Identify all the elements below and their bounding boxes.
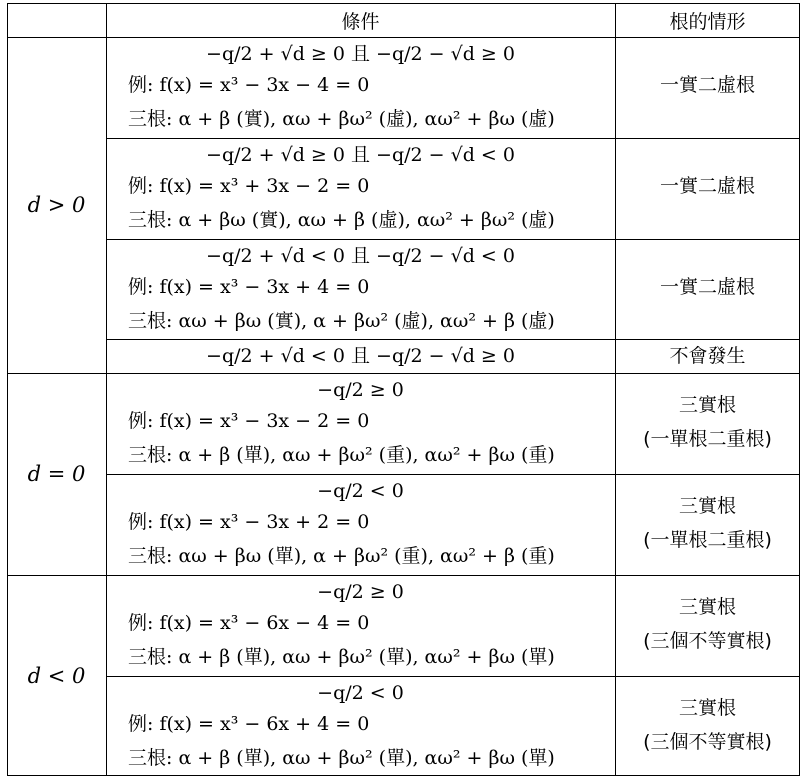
case-label-d-negative: d < 0 [27,663,86,688]
root-case-note: (三個不等實根) [643,731,772,753]
column-divider [615,3,616,776]
condition-text: −q/2 < 0 [317,682,404,704]
header-condition: 條件 [341,10,380,33]
condition-text: −q/2 ≥ 0 [317,379,404,401]
roots-description: 三根: αω + βω (實), α + βω² (虛), αω² + β (虛) [128,310,555,332]
root-case-note: (三個不等實根) [643,630,772,652]
case-label-d-zero: d = 0 [27,462,86,486]
header-blank [7,3,106,37]
table-border-top [7,3,800,4]
row-divider [106,239,800,240]
roots-description: 三根: α + β (單), αω + βω² (重), αω² + βω (重) [128,444,555,466]
roots-description: 三根: α + βω (實), αω + β (虛), αω² + βω² (虛) [128,209,555,231]
case-label-d-positive: d > 0 [27,193,86,217]
example-equation: 例: f(x) = x³ − 3x + 2 = 0 [128,511,370,533]
example-equation: 例: f(x) = x³ − 3x + 4 = 0 [128,276,370,298]
group-divider [7,373,800,374]
column-divider [106,3,107,776]
root-case-result: 一實二虛根 [659,175,755,197]
example-equation: 例: f(x) = x³ − 6x + 4 = 0 [128,713,370,735]
root-case-result: 一實二虛根 [659,276,755,298]
roots-description: 三根: α + β (實), αω + βω² (虛), αω² + βω (虛) [128,108,555,130]
example-equation: 例: f(x) = x³ − 3x − 4 = 0 [128,74,370,96]
example-equation: 例: f(x) = x³ + 3x − 2 = 0 [128,175,370,197]
table-border-right [799,3,800,776]
root-case-result: 三實根 [678,596,736,618]
root-case-note: (一單根二重根) [643,428,772,450]
cubic-roots-table [7,3,800,776]
table-border-bottom [7,775,800,776]
condition-text: −q/2 + √d ≥ 0 且 −q/2 − √d < 0 [206,144,515,166]
header-divider [7,37,800,38]
header-root-case: 根的情形 [669,10,746,33]
group-divider [7,575,800,576]
root-case-result: 三實根 [678,697,736,719]
row-divider [106,474,800,475]
root-case-result: 一實二虛根 [659,74,755,96]
condition-text: −q/2 + √d ≥ 0 且 −q/2 − √d ≥ 0 [206,43,515,65]
roots-description: 三根: α + β (單), αω + βω² (單), αω² + βω (單) [128,646,555,668]
condition-text: −q/2 ≥ 0 [317,581,404,603]
root-case-result: 三實根 [678,394,736,416]
roots-description: 三根: α + β (單), αω + βω² (單), αω² + βω (單) [128,747,555,769]
condition-text: −q/2 < 0 [317,480,404,502]
row-divider [106,138,800,139]
table-border-left [7,3,8,776]
example-equation: 例: f(x) = x³ − 3x − 2 = 0 [128,410,370,432]
root-case-result: 不會發生 [669,345,746,367]
condition-text: −q/2 + √d < 0 且 −q/2 − √d < 0 [206,245,515,267]
row-divider [106,676,800,677]
root-case-result: 三實根 [678,495,736,517]
example-equation: 例: f(x) = x³ − 6x − 4 = 0 [128,612,370,634]
row-divider [106,339,800,340]
root-case-note: (一單根二重根) [643,529,772,551]
condition-text: −q/2 + √d < 0 且 −q/2 − √d ≥ 0 [206,345,515,367]
roots-description: 三根: αω + βω (單), α + βω² (重), αω² + β (重) [128,545,555,567]
